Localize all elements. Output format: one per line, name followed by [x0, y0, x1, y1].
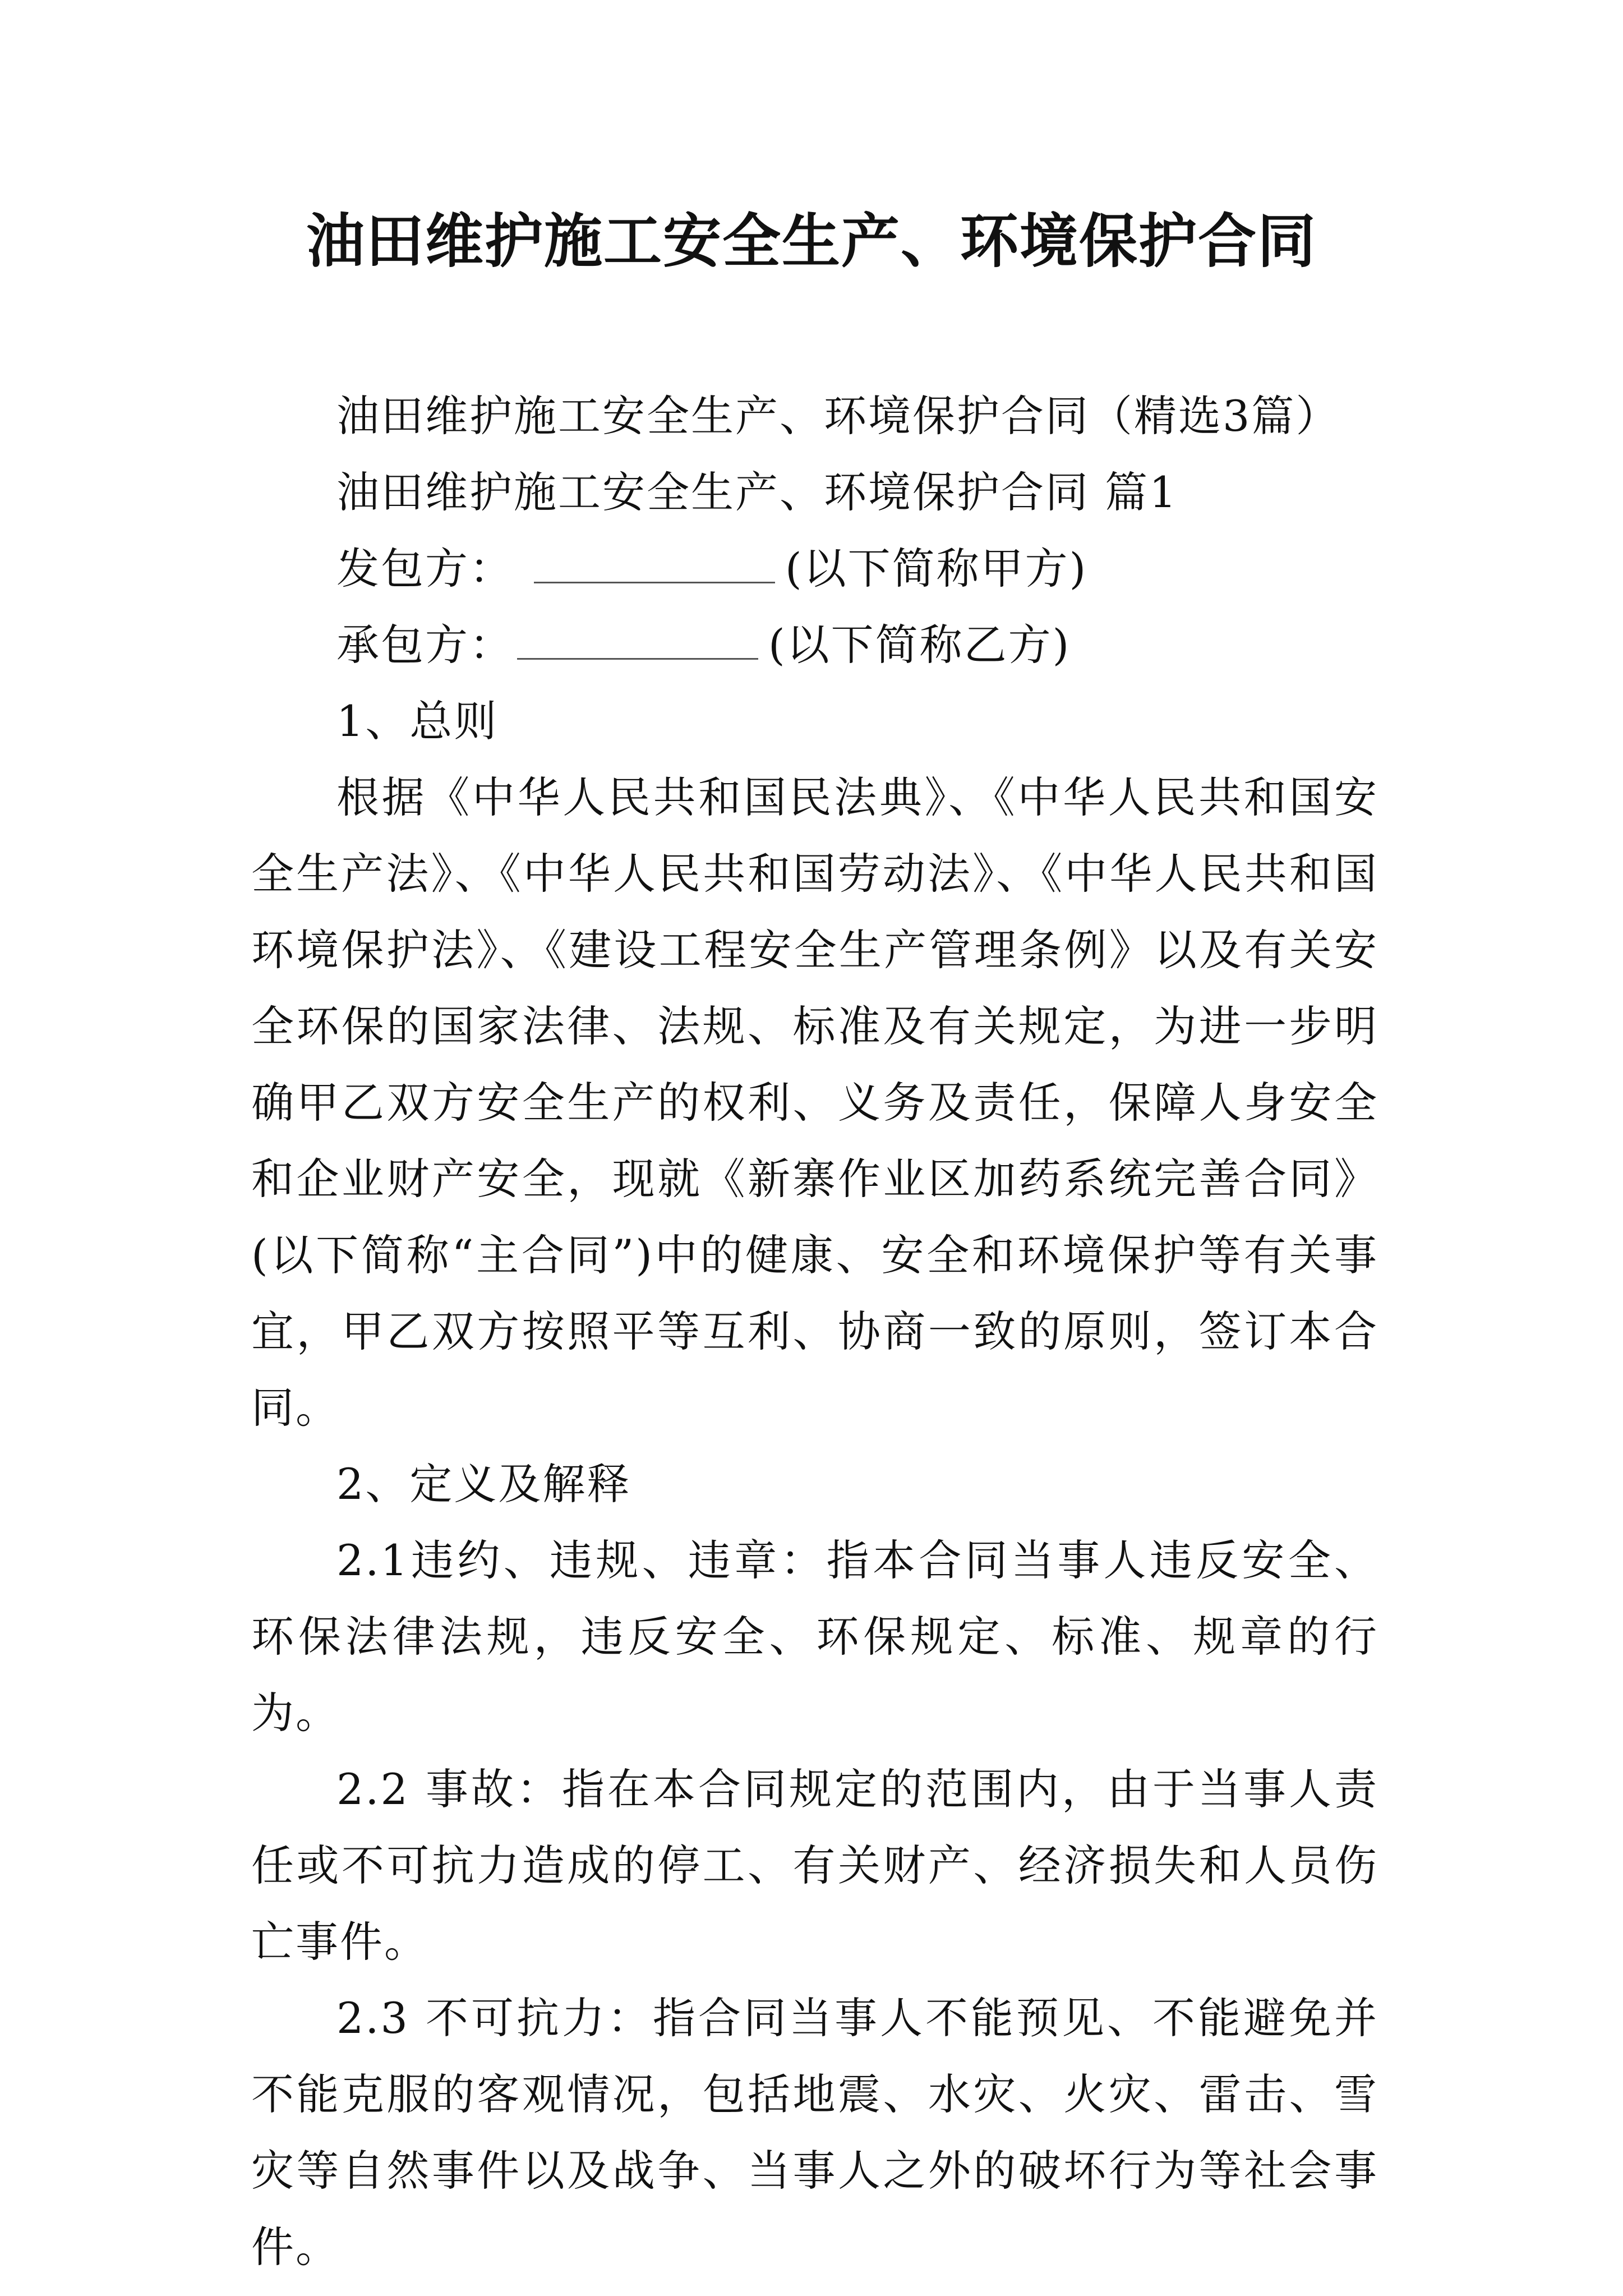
document-title: 油田维护施工安全生产、环境保护合同 — [306, 207, 1317, 275]
chapter-heading: 油田维护施工安全生产、环境保护合同 篇1 — [336, 467, 1178, 517]
party-a-label: 发包方： — [336, 544, 514, 593]
party-b-label: 承包方： — [336, 620, 514, 670]
section-heading-definitions: 2、定义及解释 — [336, 1459, 631, 1509]
section-heading-general: 1、总则 — [336, 696, 499, 746]
party-a-blank — [534, 540, 775, 583]
paragraph-definition-violation: 2.1违约、违规、违章：指本合同当事人违反安全、环保法律法规，违反安全、环保规定、标准、规章的行为。 — [251, 1535, 1378, 1738]
party-b-line — [251, 607, 1378, 683]
paragraph-general: 根据《中华人民共和国民法典》、《中华人民共和国安全生产法》、《中华人民共和国劳动法》、《中华人民共和国环境保护法》、《建设工程安全生产管理条例》以及有关安全环保的国家法律、法规、标准及有关规定，为进一步明确甲乙双方安全生产的权利、义务及责任，保障人身安全和企业财产安全，现就《新寨作业区加药系统完善合同》(以下简称“主合同”)中的健康、安全和环境保护等有关事宜，甲乙双方按照平等互利、协商一致的原则，签订本合同。 — [251, 772, 1378, 1433]
party-b-suffix: (以下简称乙方) — [768, 620, 1071, 670]
paragraph-definition-accident: 2.2 事故：指在本合同规定的范围内，由于当事人责任或不可抗力造成的停工、有关财产、经济损失和人员伤亡事件。 — [251, 1764, 1378, 1967]
party-a-suffix: (以下简称甲方) — [785, 544, 1088, 593]
document-body — [251, 378, 1378, 2285]
document-subtitle: 油田维护施工安全生产、环境保护合同（精选3篇） — [336, 391, 1340, 441]
party-b-blank — [517, 616, 758, 660]
party-a-line — [251, 531, 1378, 607]
paragraph-definition-force-majeure: 2.3 不可抗力：指合同当事人不能预见、不能避免并不能克服的客观情况，包括地震、水灾、火灾、雷击、雪灾等自然事件以及战争、当事人之外的破坏行为等社会事件。 — [251, 1993, 1378, 2272]
